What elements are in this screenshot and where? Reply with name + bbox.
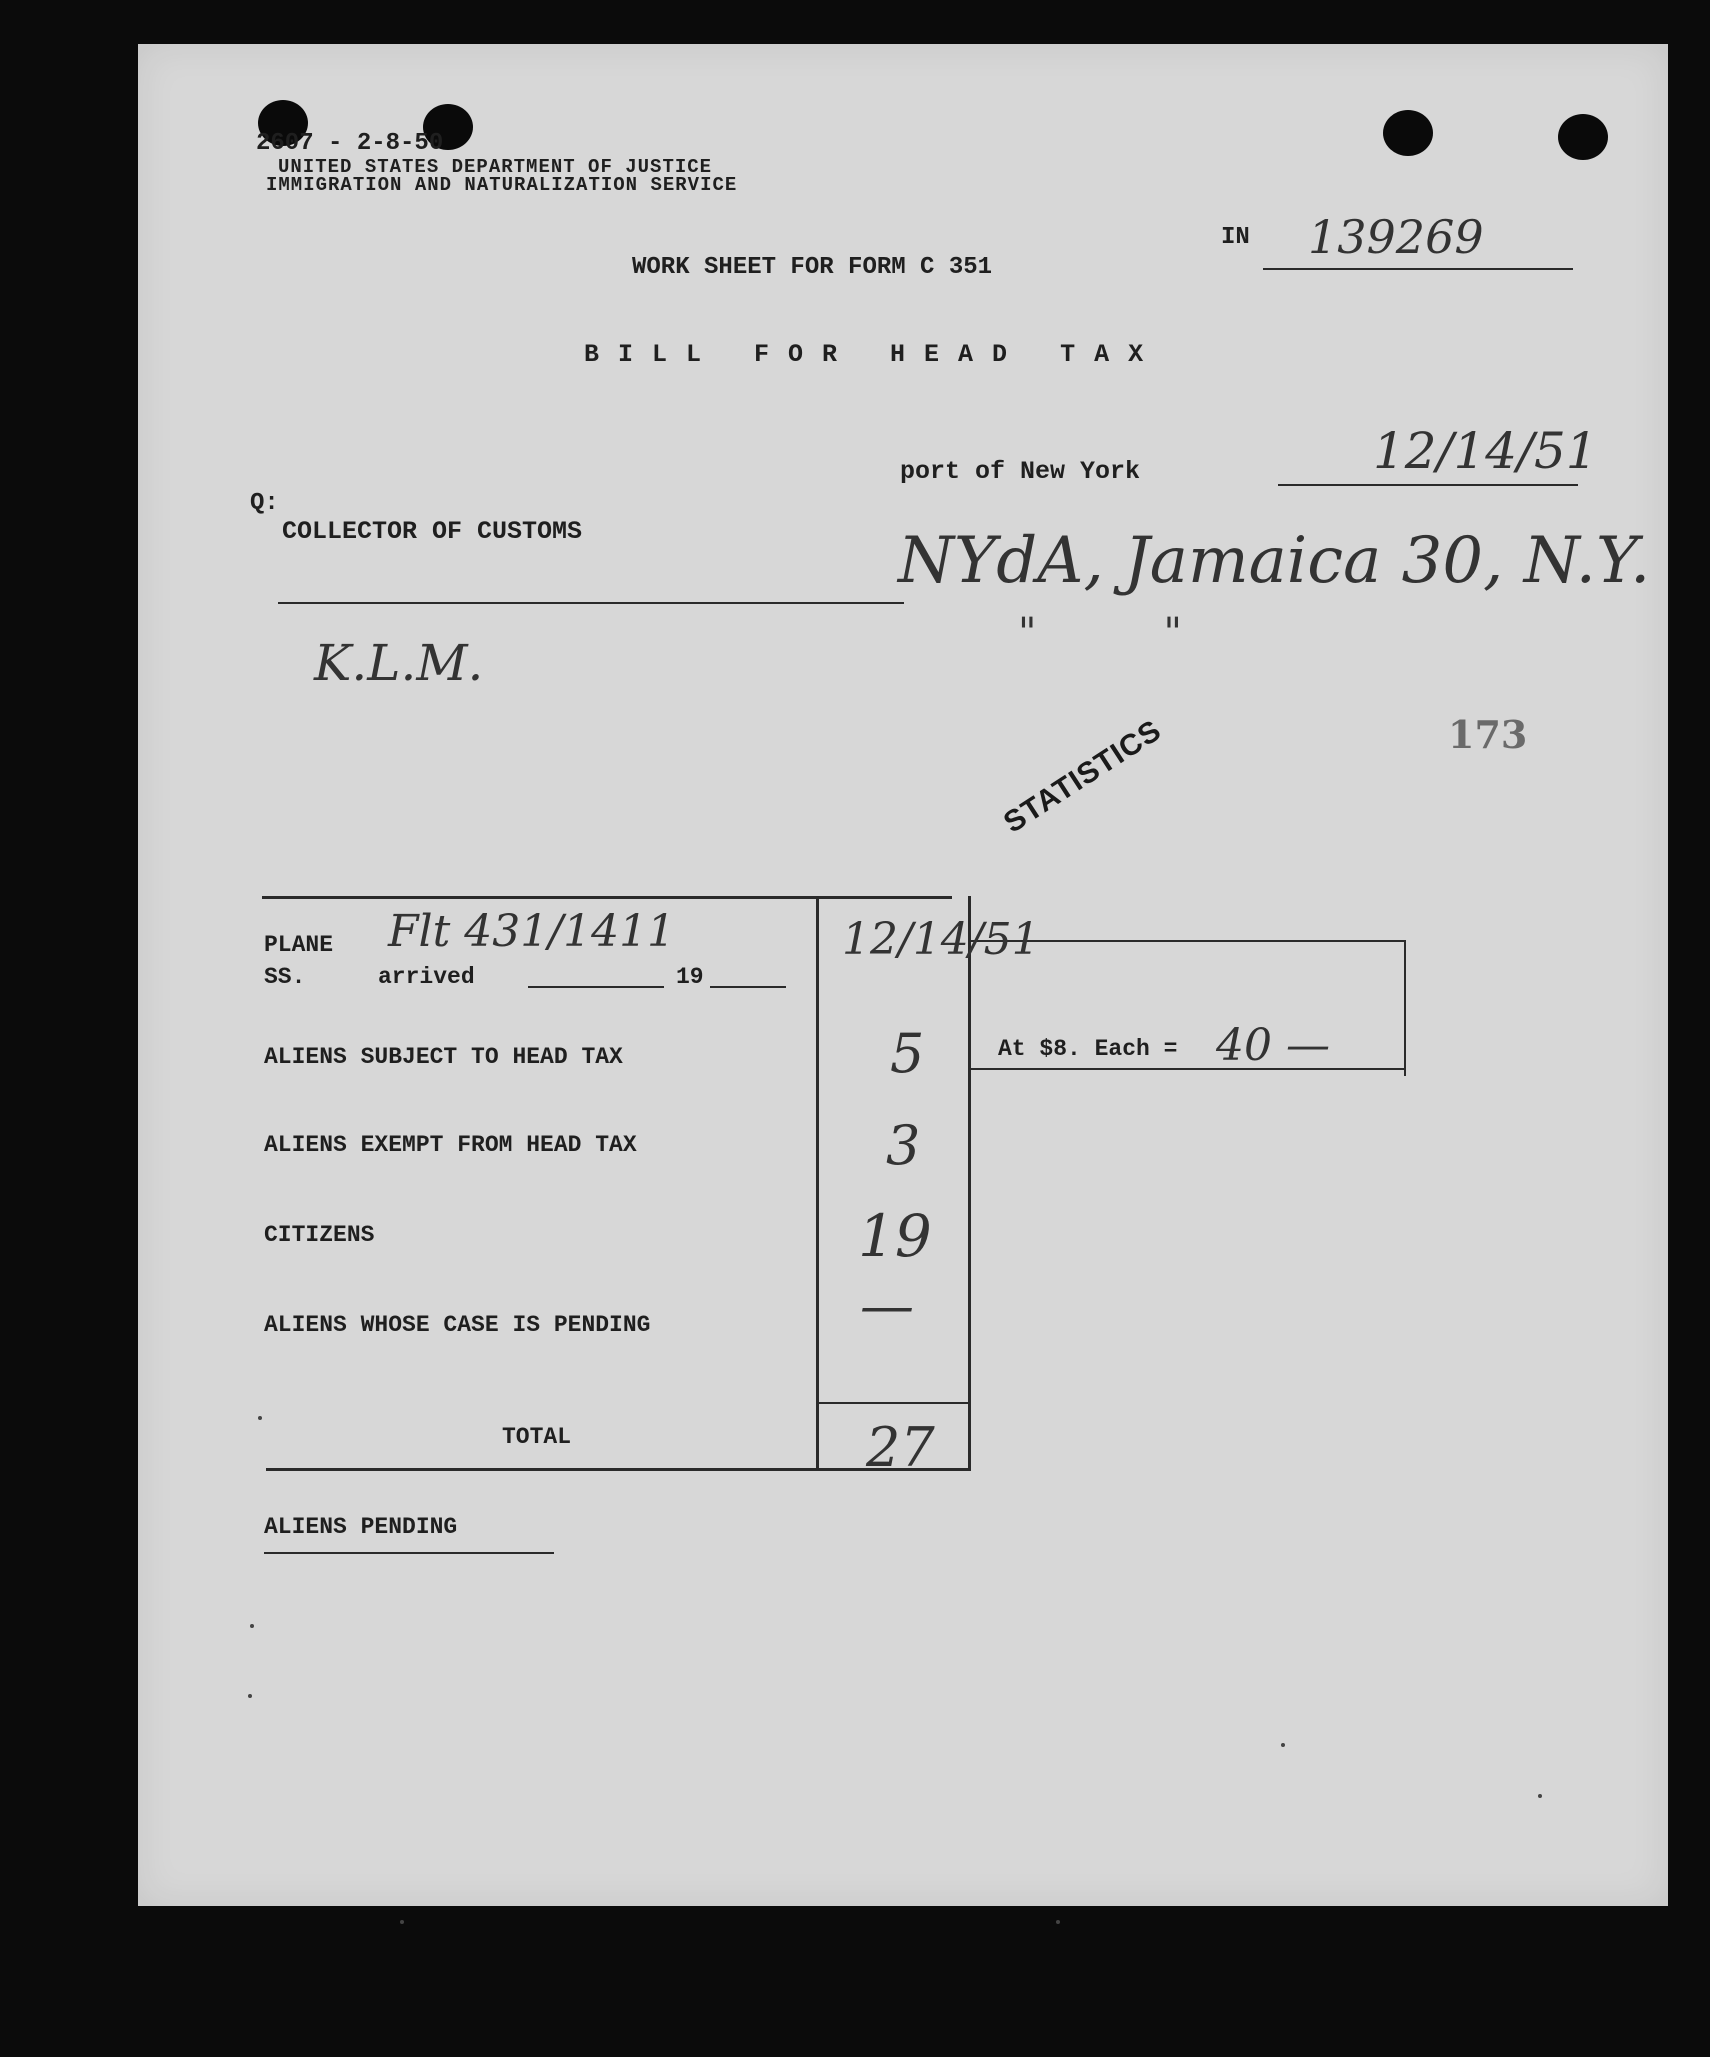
rate-label: At $8. Each = <box>998 1036 1178 1062</box>
row-label-citizens: CITIZENS <box>264 1222 375 1248</box>
in-number: 139269 <box>1308 210 1484 264</box>
port-date: 12/14/51 <box>1373 422 1598 480</box>
plane-label: PLANE <box>264 932 334 958</box>
row-value-subject: 5 <box>890 1022 925 1085</box>
paper-speck <box>1538 1794 1542 1798</box>
rate-box-bottom <box>971 1068 1406 1070</box>
table-divider-left <box>816 896 819 1470</box>
total-label: TOTAL <box>502 1424 572 1450</box>
rate-box-right <box>1404 940 1406 1076</box>
table-top-border <box>262 896 952 899</box>
page-number: 173 <box>1448 712 1528 757</box>
rate-amount: 40 — <box>1216 1020 1330 1071</box>
aliens-pending-underline <box>264 1552 554 1554</box>
ditto-marks: " " <box>1018 610 1182 656</box>
punch-hole-icon <box>1558 114 1608 160</box>
row-value-pending: — <box>860 1274 914 1337</box>
paper-speck <box>248 1694 252 1698</box>
arrival-date: 12/14/51 <box>842 914 1040 965</box>
in-label: IN <box>1221 224 1250 251</box>
paper-speck <box>1056 1920 1060 1924</box>
arrived-year-line <box>710 986 786 988</box>
worksheet-title: WORK SHEET FOR FORM C 351 <box>632 254 993 281</box>
row-value-exempt: 3 <box>886 1114 921 1177</box>
paper-speck <box>258 1416 262 1420</box>
row-label-subject: ALIENS SUBJECT TO HEAD TAX <box>264 1044 623 1070</box>
year-prefix: 19 <box>676 964 704 990</box>
service-name: IMMIGRATION AND NATURALIZATION SERVICE <box>266 174 738 196</box>
arrived-label: arrived <box>378 964 475 990</box>
statistics-stamp: STATISTICS <box>998 713 1168 840</box>
paper-speck <box>400 1920 404 1924</box>
collector-label: COLLECTOR OF CUSTOMS <box>282 517 583 546</box>
row-label-exempt: ALIENS EXEMPT FROM HEAD TAX <box>264 1132 637 1158</box>
document-page <box>138 44 1668 1906</box>
ss-label: SS. <box>264 964 306 990</box>
row-label-pending: ALIENS WHOSE CASE IS PENDING <box>264 1312 651 1338</box>
collector-underline <box>278 602 904 604</box>
bill-title: B I L L F O R H E A D T A X <box>584 340 1146 369</box>
department-name: UNITED STATES DEPARTMENT OF JUSTICE <box>278 156 713 178</box>
row-value-citizens: 19 <box>858 1202 932 1270</box>
location-handwritten: NYdA, Jamaica 30, N.Y. <box>898 524 1651 598</box>
port-date-underline <box>1278 484 1578 486</box>
paper-speck <box>250 1624 254 1628</box>
punch-hole-icon <box>1383 110 1433 156</box>
total-rule <box>818 1402 968 1404</box>
to-label: Q: <box>250 490 279 517</box>
table-divider-right <box>968 896 971 1470</box>
form-number: 2607 - 2-8-50 <box>256 130 444 157</box>
carrier-handwritten: K.L.M. <box>314 634 484 692</box>
in-number-underline <box>1263 268 1573 270</box>
paper-speck <box>1281 1743 1285 1747</box>
port-label: port of New York <box>900 457 1141 486</box>
arrived-date-line <box>528 986 664 988</box>
aliens-pending-label: ALIENS PENDING <box>264 1514 458 1540</box>
flight-handwritten: Flt 431/1411 <box>388 906 676 957</box>
total-value: 27 <box>866 1416 935 1479</box>
